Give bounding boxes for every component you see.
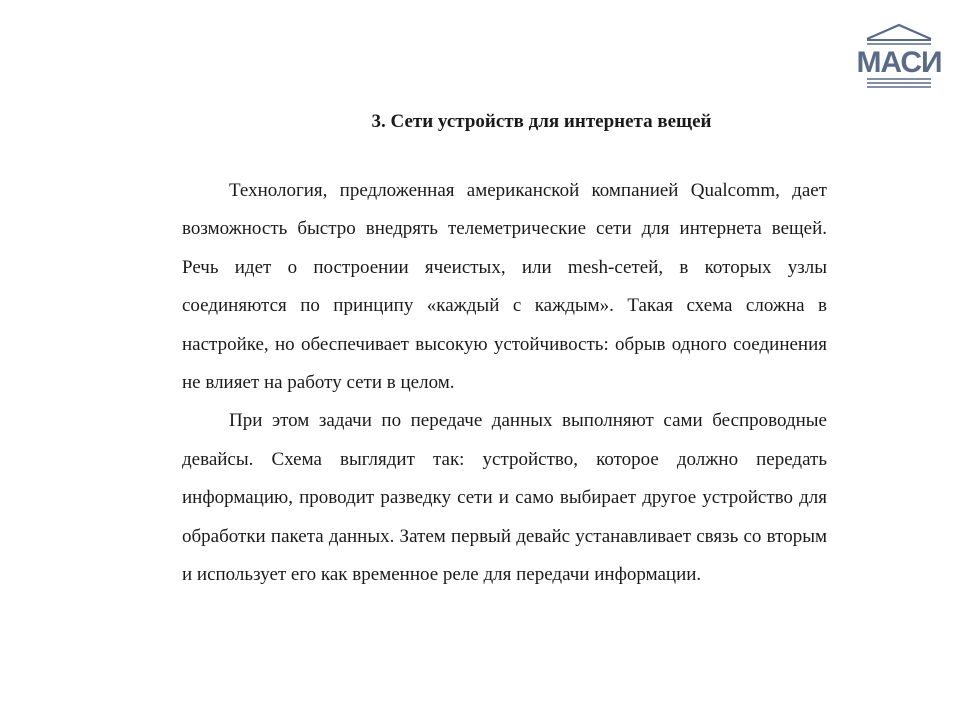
masi-logo-graphic <box>856 22 942 88</box>
logo-lettering: МАСИ <box>856 46 942 79</box>
paragraph-2: При этом задачи по передаче данных выполняют сами беспроводные девайсы. Схема выглядит так: устройство, которое должно передать информацию, проводит разведку сети и само выбирает другое устройство для обработки пакета данных. Затем первый девайс устанавливает связь со вторым и использует его как временное реле для передачи информации. <box>182 410 827 586</box>
section-heading: 3. Сети устройств для интернета вещей <box>371 111 712 132</box>
masi-logo <box>856 22 942 88</box>
document-body <box>182 172 827 594</box>
paragraph-1: Технология, предложенная американской компанией Qualcomm, дает возможность быстро внедрять телеметрические сети для интернета вещей. Речь идет о построении ячеистых, или mesh-сетей, в которых узлы соединяются по принципу «каждый с каждым». Такая схема сложна в настройке, но обеспечивает высокую устойчивость: обрыв одного соединения не влияет на работу сети в целом. <box>182 180 827 394</box>
